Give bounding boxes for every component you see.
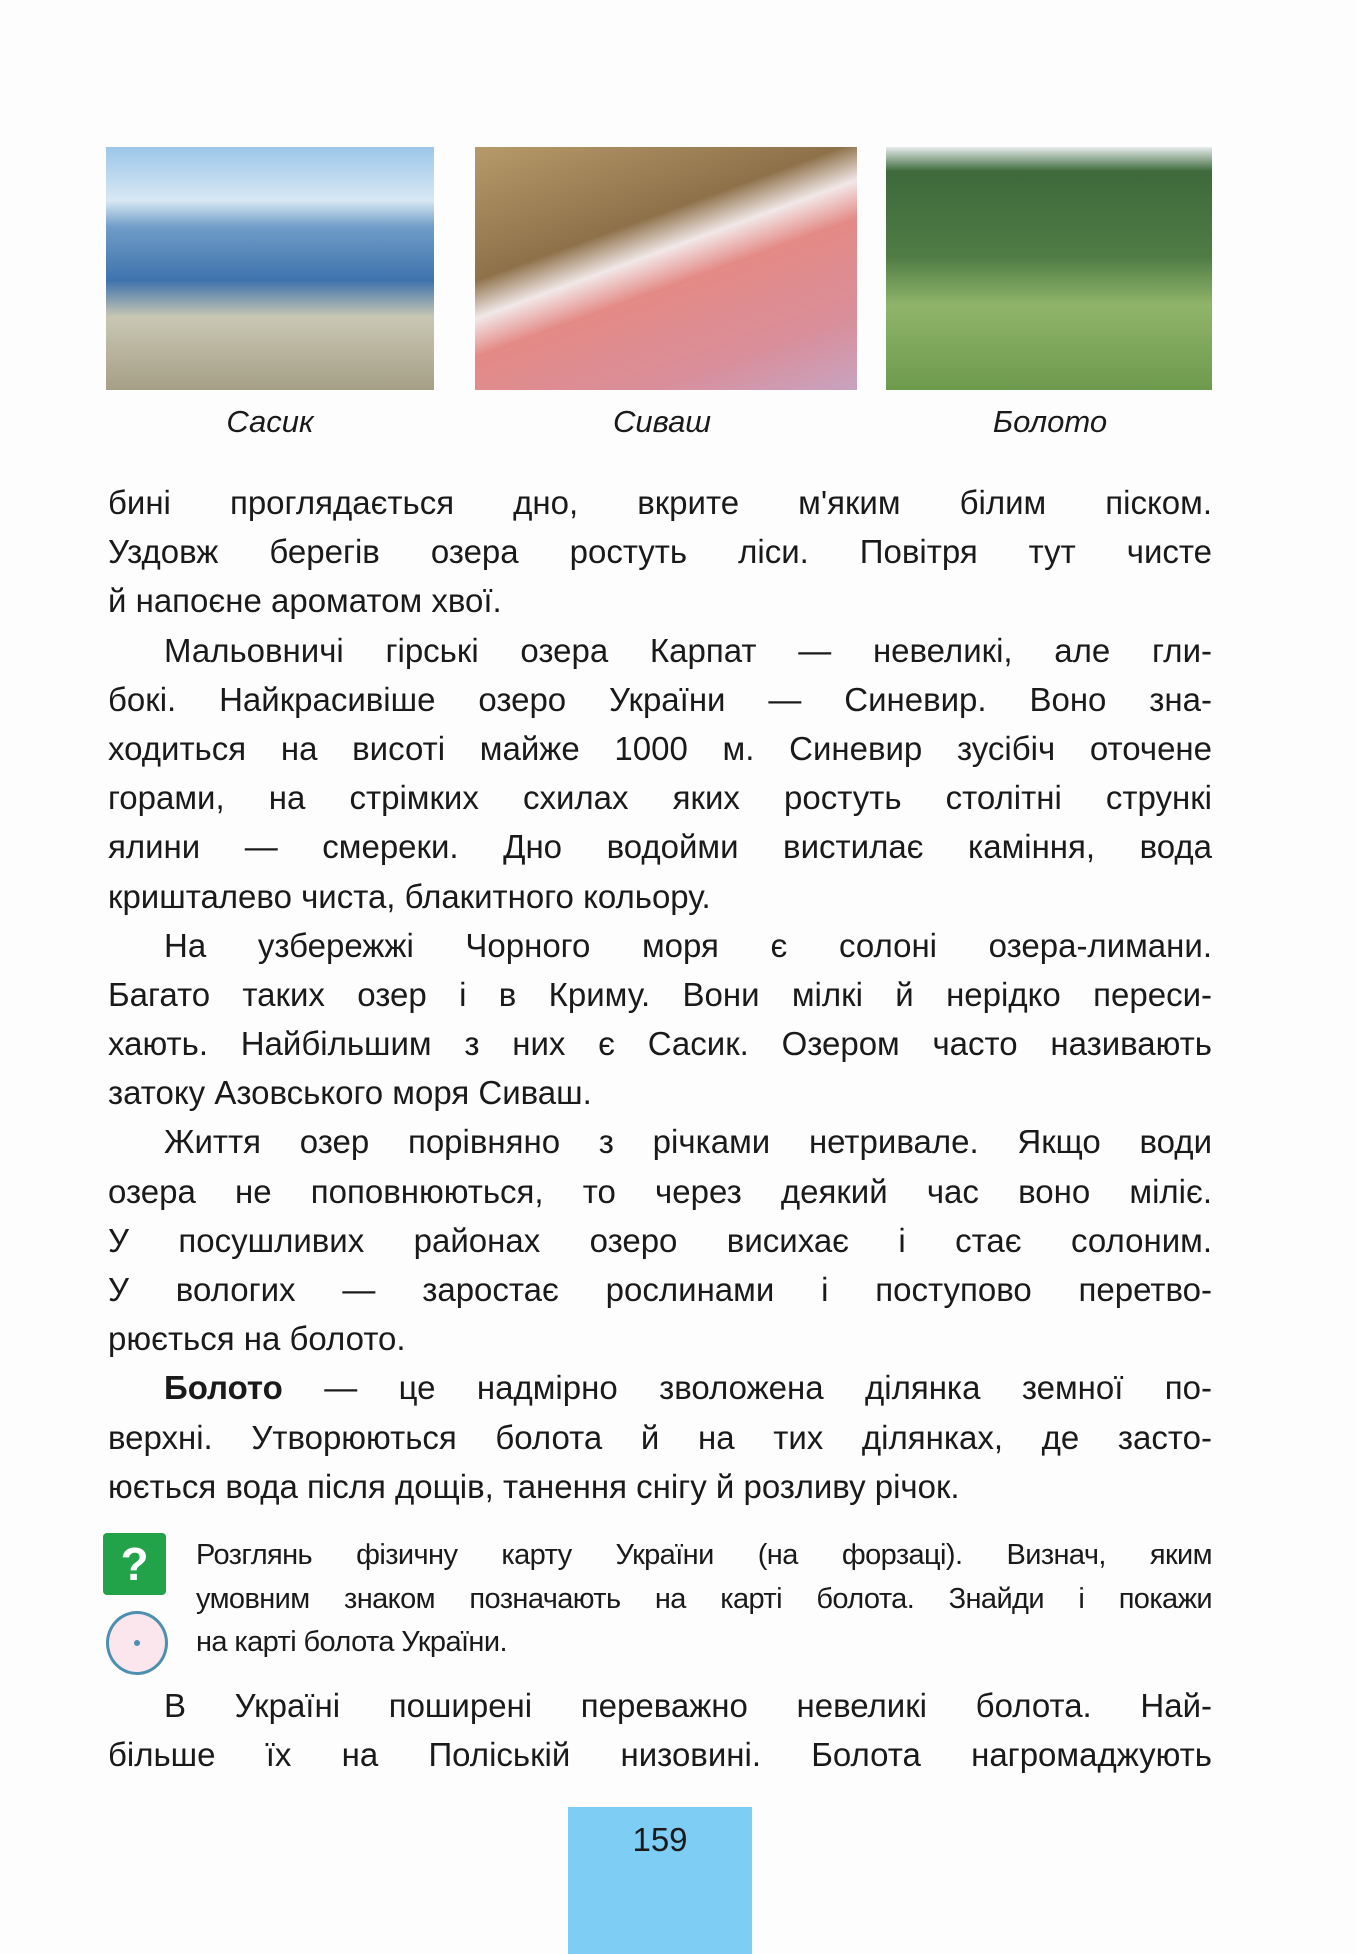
text-line: бині проглядається дно, вкрите м'яким білим піском. — [108, 484, 1212, 521]
caption-sasyk: Сасик — [226, 404, 314, 439]
caption-swamp: Болото — [992, 404, 1108, 439]
text-line: рюється на болото. — [108, 1320, 406, 1358]
text-line: В Україні поширені переважно невеликі болота. Най- — [164, 1687, 1212, 1724]
body-text — [108, 478, 1212, 1511]
task-line: Розглянь фізичну карту України (на форзаці). Визнач, яким — [196, 1539, 1212, 1571]
text-line — [108, 1363, 1212, 1412]
definition-text: — це надмірно зволожена ділянка земної по- — [324, 1369, 1212, 1407]
text-line: озера не поповнюються, то через деякий час воно міліє. — [108, 1172, 1212, 1210]
photo-swamp — [886, 147, 1212, 390]
text-line: Багато таких озер і в Криму. Вони мілкі й нерідко переси- — [108, 975, 1212, 1013]
text-line: На узбережжі Чорного моря є солоні озера-лимани. — [164, 926, 1212, 964]
text-line: бокі. Найкрасивіше озеро України — Синевир. Воно зна- — [108, 680, 1212, 718]
text-line: ялини — смереки. Дно водойми вистилає каміння, вода — [108, 828, 1212, 866]
question-icon: ? — [103, 1533, 166, 1595]
task-line: умовним знаком позначають на карті болота. Знайди і покажи — [196, 1582, 1212, 1615]
text-line: верхні. Утворюються болота й на тих ділянках, де засто- — [108, 1418, 1212, 1456]
text-line: Уздовж берегів озера ростуть ліси. Повітря тут чисте — [108, 533, 1212, 571]
body-text-continued — [108, 1681, 1212, 1779]
text-line: Життя озер порівняно з річками нетривале. Якщо води — [164, 1123, 1212, 1161]
caption-syvash: Сиваш — [612, 404, 712, 439]
page-number: 159 — [632, 1821, 688, 1858]
photo-sasyk — [106, 147, 434, 390]
text-line: затоку Азовського моря Сиваш. — [108, 1074, 592, 1112]
text-line: Мальовничі гірські озера Карпат — невеликі, але гли- — [164, 631, 1212, 669]
photo-syvash — [475, 147, 857, 390]
text-line: горами, на стрімких схилах яких ростуть столітні стрункі — [108, 779, 1212, 817]
text-line: У вологих — заростає рослинами і поступово перетво- — [108, 1271, 1212, 1308]
task-line: на карті болота України. — [196, 1626, 507, 1659]
text-line: У посушливих районах озеро висихає і стає солоним. — [108, 1221, 1212, 1259]
text-line: більше їх на Поліській низовині. Болота нагромаджують — [108, 1736, 1212, 1774]
text-line: й напоєне ароматом хвої. — [108, 582, 502, 620]
text-line: ходиться на висоті майже 1000 м. Синевир зусібіч оточене — [108, 729, 1212, 767]
text-line: кришталево чиста, блакитного кольору. — [108, 877, 711, 915]
text-line: хають. Найбільшим з них є Сасик. Озером часто називають — [108, 1025, 1212, 1063]
page-number-box — [568, 1807, 752, 1954]
bold-term: Болото — [164, 1369, 283, 1407]
cd-icon — [106, 1611, 168, 1675]
text-line: юється вода після дощів, танення снігу й розливу річок. — [108, 1467, 960, 1505]
task-text — [196, 1534, 1212, 1665]
